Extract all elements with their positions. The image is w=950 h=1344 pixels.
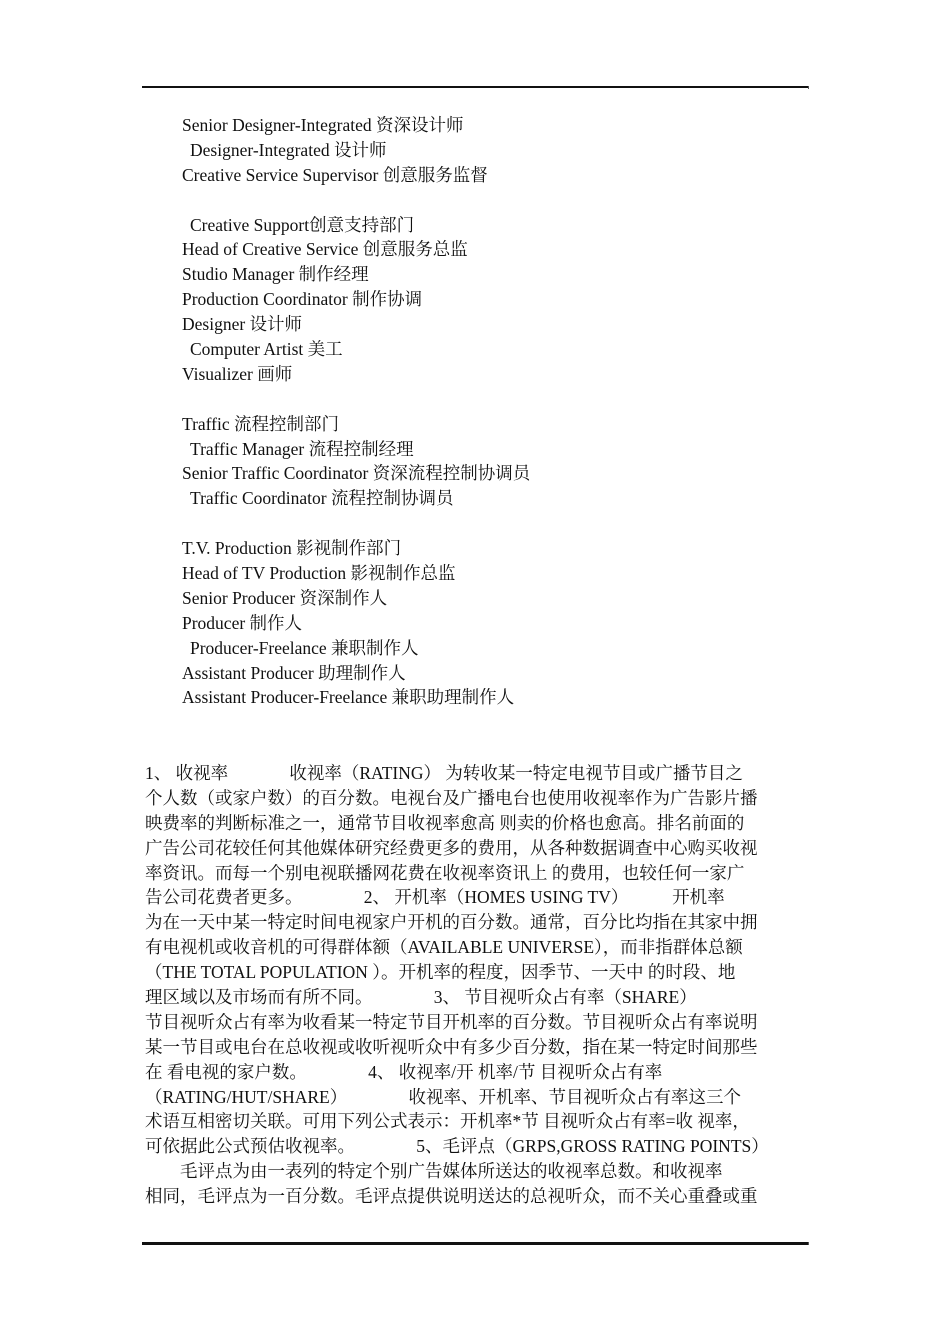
paragraph-line: 率资讯。而每一个别电视联播网花费在收视率资讯上 的费用，也较任何一家广 bbox=[145, 862, 745, 883]
paragraph-line: 毛评点为由一表列的特定个别广告媒体所送达的收视率总数。和收视率 bbox=[145, 1161, 723, 1182]
job-title-item: T.V. Production 影视制作部门 bbox=[182, 538, 402, 559]
paragraph-line: 术语互相密切关联。可用下列公式表示：开机率*节 目视听众占有率=收 视率， bbox=[145, 1111, 750, 1132]
job-title-item: Computer Artist 美工 bbox=[190, 339, 343, 360]
job-title-item: Traffic Manager 流程控制经理 bbox=[190, 438, 414, 459]
paragraph-line: 1、 收视率 收视率（RATING） 为转收某一特定电视节目或广播节目之 bbox=[145, 763, 743, 783]
job-title-item: Assistant Producer-Freelance 兼职助理制作人 bbox=[182, 687, 515, 708]
job-title-item: Producer 制作人 bbox=[182, 612, 303, 633]
paragraph-line: 理区域以及市场而有所不同。 3、 节目视听众占有率（SHARE） bbox=[145, 987, 697, 1008]
paragraph-line: （RATING/HUT/SHARE） 收视率、开机率、节目视听众占有率这三个 bbox=[145, 1086, 741, 1107]
paragraph-line: 某一节目或电台在总收视或收听视听众中有多少百分数，指在某一特定时间那些 bbox=[145, 1036, 758, 1057]
job-title-item: Assistant Producer 助理制作人 bbox=[182, 662, 406, 683]
job-title-item: Producer-Freelance 兼职制作人 bbox=[190, 637, 419, 658]
paragraph-line: 相同，毛评点为一百分数。毛评点提供说明送达的总视听众，而不关心重叠或重 bbox=[145, 1186, 758, 1207]
list-spacer bbox=[182, 511, 530, 536]
header-rule-tick bbox=[808, 86, 809, 89]
header-rule bbox=[142, 86, 808, 88]
list-spacer bbox=[182, 188, 530, 213]
job-title-item: Senior Designer-Integrated 资深设计师 bbox=[182, 115, 464, 135]
job-title-list bbox=[182, 113, 530, 710]
paragraph-line: 有电视机或收音机的可得群体额（AVAILABLE UNIVERSE），而非指群体总额 bbox=[145, 937, 743, 958]
job-title-item: Senior Traffic Coordinator 资深流程控制协调员 bbox=[182, 463, 531, 484]
paragraph-line: 映费率的判断标准之一，通常节目收视率愈高 则卖的价格也愈高。排名前面的 bbox=[145, 812, 745, 833]
paragraph-line: 在 看电视的家户数。 4、 收视率/开 机率/节 目视听众占有率 bbox=[145, 1061, 663, 1082]
job-title-item: Visualizer 画师 bbox=[182, 363, 293, 384]
job-title-item: Traffic Coordinator 流程控制协调员 bbox=[190, 488, 454, 509]
terminology-paragraph bbox=[145, 761, 807, 1209]
paragraph-line: 为在一天中某一特定时间电视家户开机的百分数。通常，百分比均指在其家中拥 bbox=[145, 912, 758, 933]
job-title-item: Head of TV Production 影视制作总监 bbox=[182, 563, 456, 584]
job-title-item: Production Coordinator 制作协调 bbox=[182, 289, 423, 310]
job-title-item: Designer 设计师 bbox=[182, 314, 303, 335]
job-title-item: Traffic 流程控制部门 bbox=[182, 413, 340, 434]
job-title-item: Designer-Integrated 设计师 bbox=[190, 139, 387, 160]
paragraph-line: （THE TOTAL POPULATION ）。开机率的程度，因季节、一天中 的时段、地 bbox=[145, 962, 736, 983]
paragraph-line: 节目视听众占有率为收看某一特定节目开机率的百分数。节目视听众占有率说明 bbox=[145, 1011, 758, 1032]
job-title-item: Creative Service Supervisor 创意服务监督 bbox=[182, 164, 488, 185]
job-title-item: Studio Manager 制作经理 bbox=[182, 264, 369, 285]
paragraph-line: 广告公司花较任何其他媒体研究经费更多的费用，从各种数据调查中心购买收视 bbox=[145, 837, 758, 858]
job-title-item: Creative Support创意支持部门 bbox=[190, 214, 415, 235]
paragraph-line: 可依据此公式预估收视率。 5、毛评点（GRPS,GROSS RATING POINTS） bbox=[145, 1136, 769, 1157]
paragraph-line: 告公司花费者更多。 2、 开机率（HOMES USING TV） 开机率 bbox=[145, 887, 725, 908]
footer-rule-tick bbox=[808, 1242, 809, 1245]
list-spacer bbox=[182, 387, 530, 412]
paragraph-line: 个人数（或家户数）的百分数。电视台及广播电台也使用收视率作为广告影片播 bbox=[145, 787, 758, 808]
job-title-item: Head of Creative Service 创意服务总监 bbox=[182, 239, 468, 260]
footer-rule bbox=[142, 1242, 808, 1245]
job-title-item: Senior Producer 资深制作人 bbox=[182, 587, 388, 608]
